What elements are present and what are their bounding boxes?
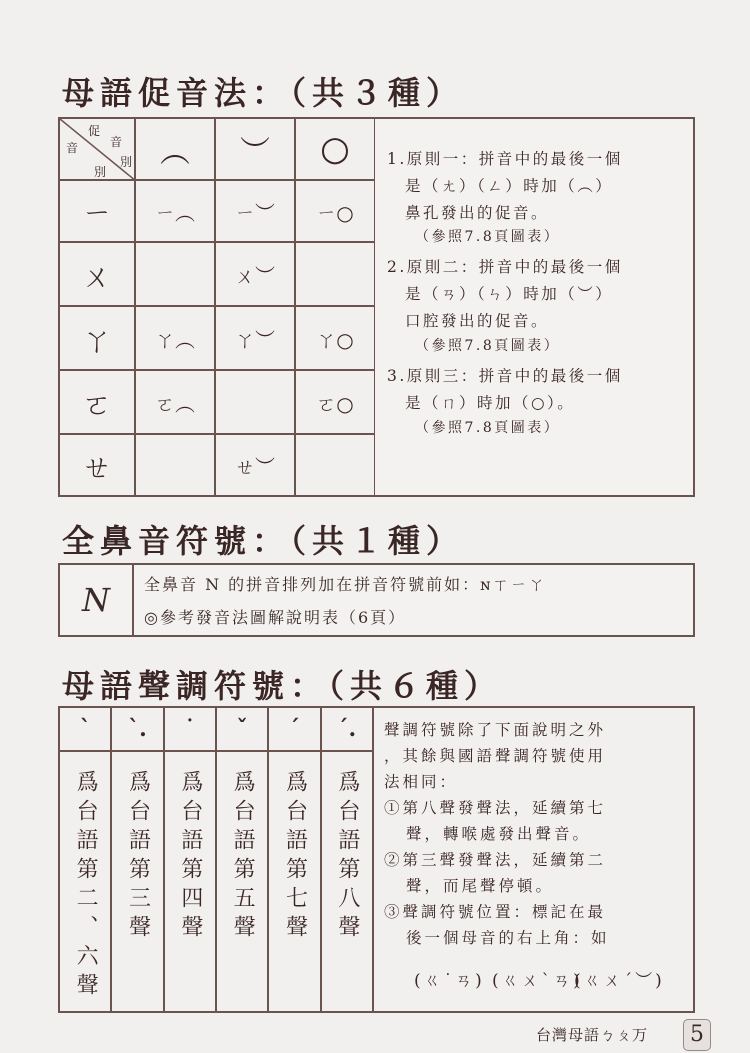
note-line: 是（ㄢ）（ㄣ）時加（︶） — [405, 285, 614, 303]
table-cell — [135, 242, 215, 306]
table-cell — [215, 370, 295, 434]
note-line: 1.原則一：拼音中的最後一個 — [387, 150, 623, 168]
row-header: ㄛ — [59, 370, 135, 434]
table-cell: ㄚ○ — [295, 306, 375, 370]
tone-name: 爲台語第三聲 — [125, 770, 151, 944]
table-cell: ㄧ○ — [295, 180, 375, 242]
note-line: 法相同： — [384, 773, 459, 791]
tone-mark: ˙ — [164, 707, 216, 751]
table-cell: ㄚ︶ — [215, 306, 295, 370]
nasal-symbol: N — [60, 565, 134, 635]
note-line: ③聲調符號位置：標記在最 — [384, 903, 607, 921]
table-cell: ㄨ︶ — [215, 242, 295, 306]
tone-name: 爲台語第二、六聲 — [73, 770, 99, 1002]
note-line: （參照7.8頁圖表） — [415, 420, 561, 436]
promotion-notes — [375, 117, 695, 497]
note-line: ，其餘與國語聲調符號使用 — [384, 747, 607, 765]
example: (ㄍㄨˊ︶) — [574, 971, 665, 991]
tone-name: 爲台語第七聲 — [282, 770, 308, 944]
note-line: （參照7.8頁圖表） — [415, 229, 561, 245]
tone-name: 爲台語第五聲 — [230, 770, 256, 944]
note-line: 口腔發出的促音。 — [405, 312, 550, 330]
note-line: ①第八聲發聲法，延續第七 — [384, 799, 607, 817]
tone-mark: ˊ. — [321, 707, 373, 751]
note-line: 3.原則三：拼音中的最後一個 — [387, 367, 623, 385]
tone-mark: ˊ — [268, 707, 320, 751]
nasal-line-2: ◎參考發音法圖解說明表（6頁） — [144, 608, 407, 627]
note-line: 聲，轉喉處發出聲音。 — [406, 825, 592, 843]
row-header: ㄝ — [59, 434, 135, 496]
table-cell: ㄧ︵ — [135, 180, 215, 242]
example: (ㄍ˙ㄢ) — [414, 971, 485, 991]
note-line: 是（ㄤ）（ㄥ）時加（︵） — [405, 177, 614, 195]
footer-text: 台灣母語ㄅㄆㄪ — [536, 1026, 649, 1044]
page-number: 5 — [683, 1019, 711, 1051]
row-header: ㄨ — [59, 242, 135, 306]
col-header: ○ — [295, 118, 375, 180]
note-line: 聲調符號除了下面說明之外 — [384, 721, 607, 739]
note-line: 聲，而尾聲停頓。 — [406, 877, 555, 895]
col-header: ︵ — [135, 118, 215, 180]
table-cell: ㄝ︶ — [215, 434, 295, 496]
tone-name: 爲台語第八聲 — [334, 770, 360, 944]
note-line: （參照7.8頁圖表） — [415, 338, 561, 354]
note-line: 鼻孔發出的促音。 — [405, 204, 550, 222]
tone-notes — [374, 706, 695, 1013]
nasal-line-1: 全鼻音 N 的拼音排列加在拼音符號前如：ɴㄒㄧㄚ — [144, 575, 547, 594]
section2-title: 全鼻音符號：（共１種） — [62, 522, 465, 560]
tone-name: 爲台語第四聲 — [177, 770, 203, 944]
section3-title: 母語聲調符號：（共６種） — [62, 667, 503, 705]
note-line: 2.原則二：拼音中的最後一個 — [387, 258, 623, 276]
row-header: ㄚ — [59, 306, 135, 370]
tone-mark: ˋ. — [111, 707, 163, 751]
header-label-mid: 音 — [110, 135, 123, 149]
tone-mark: ˋ — [59, 707, 111, 751]
table-cell: ㄛ○ — [295, 370, 375, 434]
tone-table — [58, 706, 374, 1013]
tone-mark: ˇ — [216, 707, 268, 751]
example: (ㄍㄨˋㄢ) — [492, 971, 583, 991]
header-label-top: 促 — [88, 124, 101, 138]
section1-title: 母語促音法：（共３種） — [62, 74, 465, 112]
header-diagonal-cell — [59, 118, 135, 180]
table-cell — [135, 434, 215, 496]
nasal-box — [58, 563, 695, 637]
table-cell: ㄛ︵ — [135, 370, 215, 434]
table-cell: ㄚ︵ — [135, 306, 215, 370]
col-header: ︶ — [215, 118, 295, 180]
header-label-left: 音 — [66, 141, 79, 155]
note-line: 是（ㄇ）時加（○）。 — [405, 394, 576, 412]
note-line: 後一個母音的右上角：如 — [406, 929, 610, 947]
note-line: ②第三聲發聲法，延續第二 — [384, 851, 607, 869]
table-cell: ㄧ︶ — [215, 180, 295, 242]
promotion-table — [58, 117, 376, 497]
header-label-right: 別 — [120, 155, 133, 169]
header-label-bottom: 別 — [94, 165, 107, 179]
table-cell — [295, 434, 375, 496]
table-cell — [295, 242, 375, 306]
row-header: ㄧ — [59, 180, 135, 242]
